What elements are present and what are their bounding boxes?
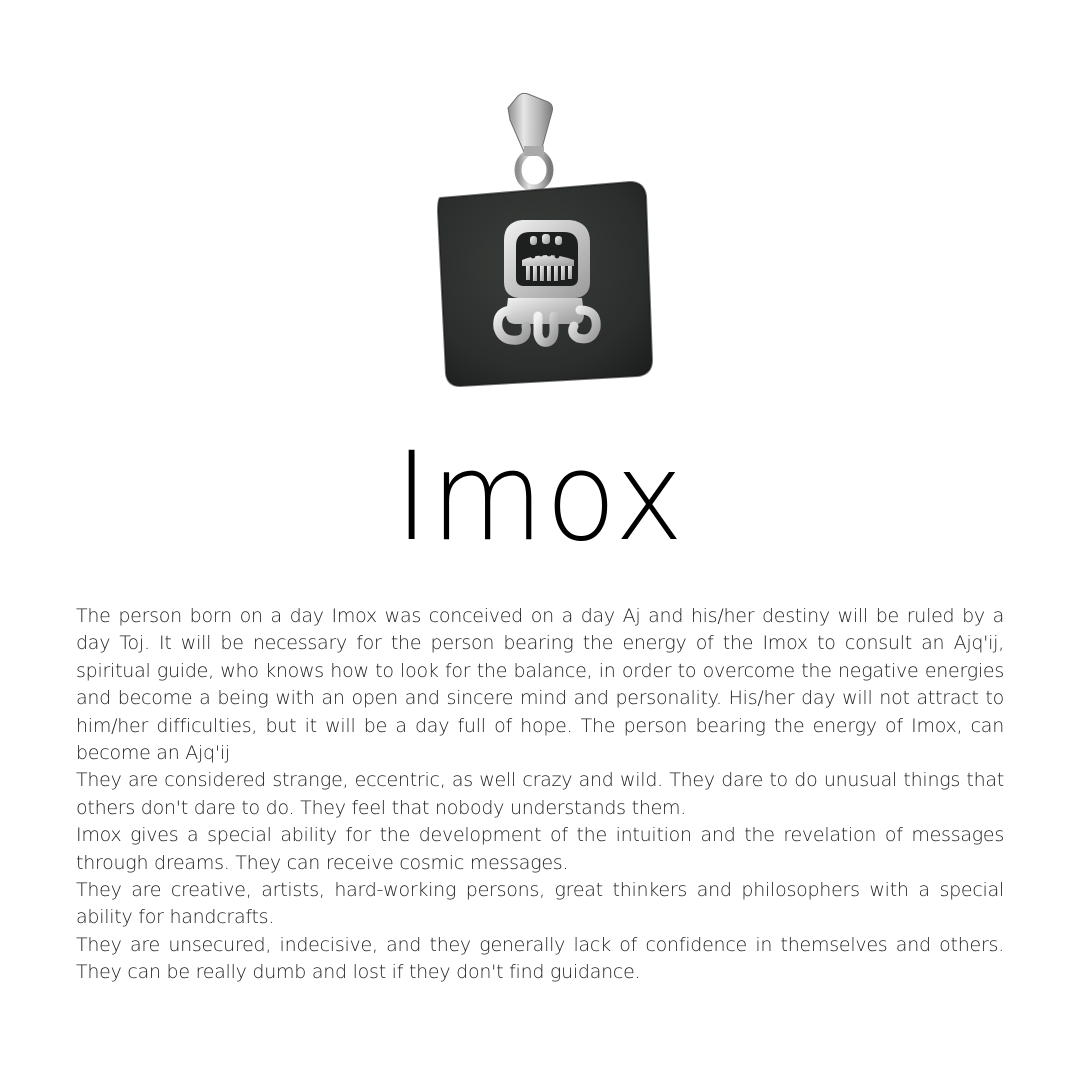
jade-pendant-with-silver-glyph-icon <box>430 90 660 395</box>
pendant-image <box>430 90 660 395</box>
paragraph: Imox gives a special ability for the development of the intuition and the revelation of messages through dreams. They can receive cosmic messages. <box>76 824 1004 874</box>
paragraph: They are unsecured, indecisive, and they generally lack of confidence in themselves and others. They can be really dumb and lost if they don't find guidance. <box>76 933 1004 984</box>
paragraph: The person born on a day Imox was conceived on a day Aj and his/her destiny will be ruled by a day Toj. It will be necessary for the person bearing the energy of the Imox to consult an Ajq'ij, spiritual guide, who knows how to look for the balance, in order to overcome the negative energies and become a being with an open and sincere mind and personality. His/her day will not attract to him/her difficulties, but it will be a day full of hope. The person bearing the energy of Imox, can become an Ajq'ij <box>76 605 1004 765</box>
description-text <box>76 603 1004 987</box>
paragraph: They are creative, artists, hard-working persons, great thinkers and philosophers with a special ability for handcrafts. <box>76 879 1004 929</box>
paragraph: They are considered strange, eccentric, as well crazy and wild. They dare to do unusual things that others don't dare to do. They feel that nobody understands them. <box>76 769 1004 819</box>
page-title: Imox <box>394 426 686 568</box>
